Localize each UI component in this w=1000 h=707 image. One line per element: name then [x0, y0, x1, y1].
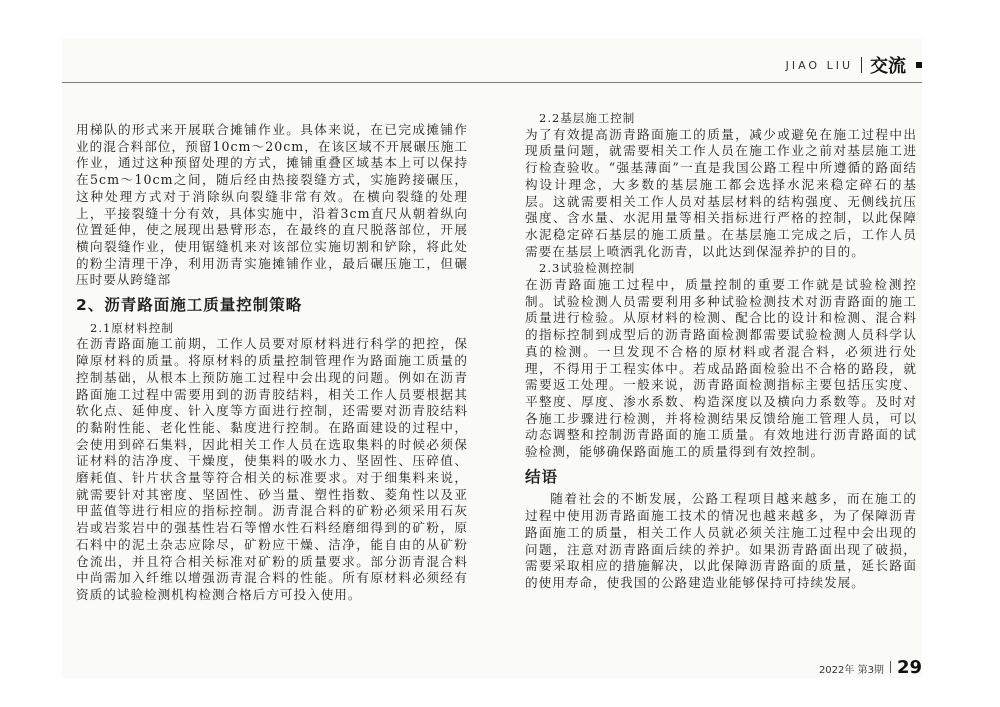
right-column [525, 110, 917, 592]
subheading-base-layer: 2.2基层施工控制 [539, 111, 636, 125]
page-footer [819, 657, 922, 678]
section-heading: 2、沥青路面施工质量控制策略 [76, 296, 303, 315]
subheading-raw-materials: 2.1原材料控制 [90, 320, 174, 335]
header-divider [861, 57, 862, 73]
continued-paragraph: 用梯队的形式来开展联合摊铺作业。具体来说，在已完成摊铺作业的混合料部位，预留10cm～20cm，在该区域不开展碾压施工作业，通过这种预留处理的方式，摊铺重叠区域基本上可以保持在5cm～10cm之间，随后经由热接裂缝方式，实施跨接碾压，这种处理方式对于消除纵向裂缝非常有效。在横向裂缝的处理上，平接裂缝十分有效，具体实施中，沿着3cm直尺从朝着纵向位置延伸，使之展现出悬臂形态，在最终的直尺脱落部位，开展横向裂缝作业，使用锯缝机来对该部位实施切割和铲除，将此处的粉尘清理干净，利用沥青实施摊铺作业，最后碾压施工，但碾压时要从跨缝部 [76, 122, 468, 288]
header-rule [62, 82, 922, 83]
subheading-testing: 2.3试验检测控制 [539, 261, 636, 276]
page-number: 29 [896, 657, 922, 678]
header-chinese: 交流 [870, 56, 906, 77]
conclusion-paragraph: 随着社会的不断发展，公路工程项目越来越多，而在施工的过程中使用沥青路面施工技术的情况也越来越多，为了保障沥青路面施工的质量，相关工作人员就必须关注施工过程中会出现的问题，注意对沥青路面后续的养护。如果沥青路面出现了破损，需要采取相应的措施解决，以此保障沥青路面的质量，延长路面的使用寿命，使我国的公路建造业能够保持可持续发展。 [525, 491, 917, 590]
footer-divider [890, 661, 891, 673]
journal-page [62, 38, 922, 678]
issue-label: 2022年 第3期 [818, 665, 884, 676]
header-english: JIAO LIU [785, 58, 853, 72]
page-header [786, 52, 922, 78]
raw-materials-paragraph: 在沥青路面施工前期，工作人员要对原材料进行科学的把控，保障原材料的质量。将原材料的质量控制管理作为路面施工质量的控制基础，从根本上预防施工过程中会出现的问题。例如在沥青路面施工过程中需要用到的沥青胶结料，相关工作人员要根据其软化点、延伸度、针入度等方面进行控制，还需要对沥青胶结料的黏附性能、老化性能、黏度进行控制。在路面建设的过程中，会使用到碎石集料，因此相关工作人员在选取集料的时候必须保证材料的洁净度、干燥度，使集料的吸水力、坚固性、压碎值、磨耗值、针片状含量等符合相关的标准要求。对于细集料来说，就需要针对其密度、坚固性、砂当量、塑性指数、菱角性以及亚甲蓝值等进行相应的指标控制。沥青混合料的矿粉必须采用石灰岩或岩浆岩中的强基性岩石等憎水性石料经磨细得到的矿粉，原石料中的泥土杂志应除尽，矿粉应干燥、洁净，能自由的从矿粉仓流出，并且符合相关标准对矿粉的质量要求。部分沥青混合料中尚需加入纤维以增强沥青混合料的性能。所有原材料必须经有资质的试验检测机构检测合格后方可投入使用。 [76, 336, 468, 602]
base-layer-paragraph: 为了有效提高沥青路面施工的质量，减少或避免在施工过程中出现质量问题，就需要相关工作人员在施工作业之前对基层施工进行检查验收。“强基薄面”一直是我国公路工程中所遵循的路面结构设计理念，大多数的基层施工都会选择水泥来稳定碎石的基层。这就需要相关工作人员对基层材料的结构强度、无侧线抗压强度、含水量、水泥用量等相关指标进行严格的控制，以此保障水泥稳定碎石基层的施工质量。在基层施工完成之后，工作人员需要在基层上喷洒乳化沥青，以此达到保湿养护的目的。 [525, 126, 917, 259]
conclusion-heading: 结语 [525, 467, 559, 486]
left-column [76, 122, 468, 604]
testing-paragraph: 在沥青路面施工过程中，质量控制的重要工作就是试验检测控制。试验检测人员需要利用多种试验检测技术对沥青路面的施工质量进行检验。从原材料的检测、配合比的设计和检测、混合料的指标控制到成型后的沥青路面检测都需要试验检测人员科学认真的检测。一旦发现不合格的原材料或者混合料，必须进行处理，不得用于工程实体中。若成品路面检验出不合格的路段，就需要返工处理。一般来说，沥青路面检测指标主要包括压实度、平整度、厚度、渗水系数、构造深度以及横向力系数等。及时对各施工步骤进行检测，并将检测结果反馈给施工管理人员，可以动态调整和控制沥青路面的施工质量。有效地进行沥青路面的试验检测，能够确保路面施工的质量得到有效控制。 [525, 277, 917, 460]
header-square-icon [916, 62, 922, 68]
